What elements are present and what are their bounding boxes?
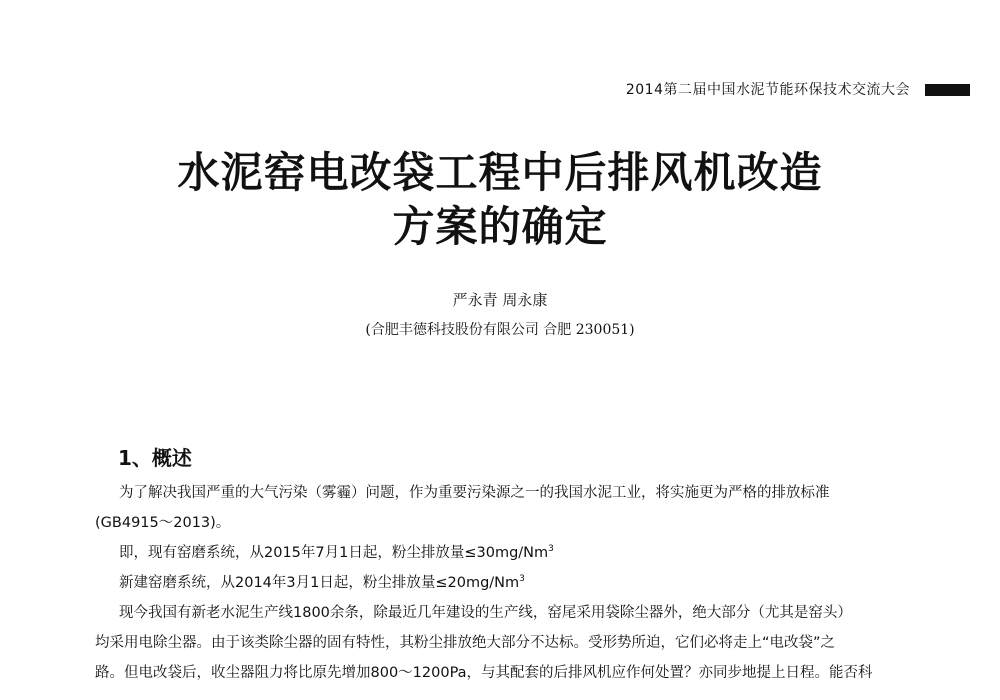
paragraph-1 xyxy=(95,478,915,538)
running-header: 2014第二届中国水泥节能环保技术交流大会 xyxy=(625,82,910,98)
paragraph-4-line-1: 现今我国有新老水泥生产线1800余条，除最近几年建设的生产线，窑尾采用袋除尘器外，绝大部分（尤其是窑头） xyxy=(119,605,852,621)
paragraph-3-text: 新建窑磨系统，从2014年3月1日起，粉尘排放量≤20mg/Nm xyxy=(119,575,520,591)
paragraph-3-superscript: 3 xyxy=(519,574,525,585)
paragraph-2-superscript: 3 xyxy=(548,544,554,555)
paragraph-2 xyxy=(95,538,915,568)
title-line-1: 水泥窑电改袋工程中后排风机改造 xyxy=(177,148,823,197)
paragraph-4-line-3: 路。但电改袋后，收尘器阻力将比原先增加800～1200Pa，与其配套的后排风机应作何处置？亦同步地提上日程。能否科 xyxy=(95,665,873,681)
paragraph-3 xyxy=(95,568,915,598)
paragraph-4 xyxy=(95,598,915,688)
affiliation: (合肥丰德科技股份有限公司 合肥 230051) xyxy=(365,322,635,338)
section-heading-overview: 1、概述 xyxy=(118,446,192,470)
paragraph-3-line xyxy=(95,568,915,598)
paragraph-4-line-2: 均采用电除尘器。由于该类除尘器的固有特性，其粉尘排放绝大部分不达标。受形势所迫，它们必将走上“电改袋”之 xyxy=(95,635,836,651)
header-decoration-bar xyxy=(925,84,970,96)
authors: 严永青 周永康 xyxy=(452,291,548,309)
article-title xyxy=(0,146,1000,254)
paragraph-2-text: 即，现有窑磨系统，从2015年7月1日起，粉尘排放量≤30mg/Nm xyxy=(119,545,549,561)
title-line-2: 方案的确定 xyxy=(392,202,608,251)
paragraph-1-line-1: 为了解决我国严重的大气污染（雾霾）问题，作为重要污染源之一的我国水泥工业，将实施更为严格的排放标准 xyxy=(119,485,830,501)
paragraph-2-line xyxy=(95,538,915,568)
paragraph-1-line-2: (GB4915～2013)。 xyxy=(95,515,231,531)
